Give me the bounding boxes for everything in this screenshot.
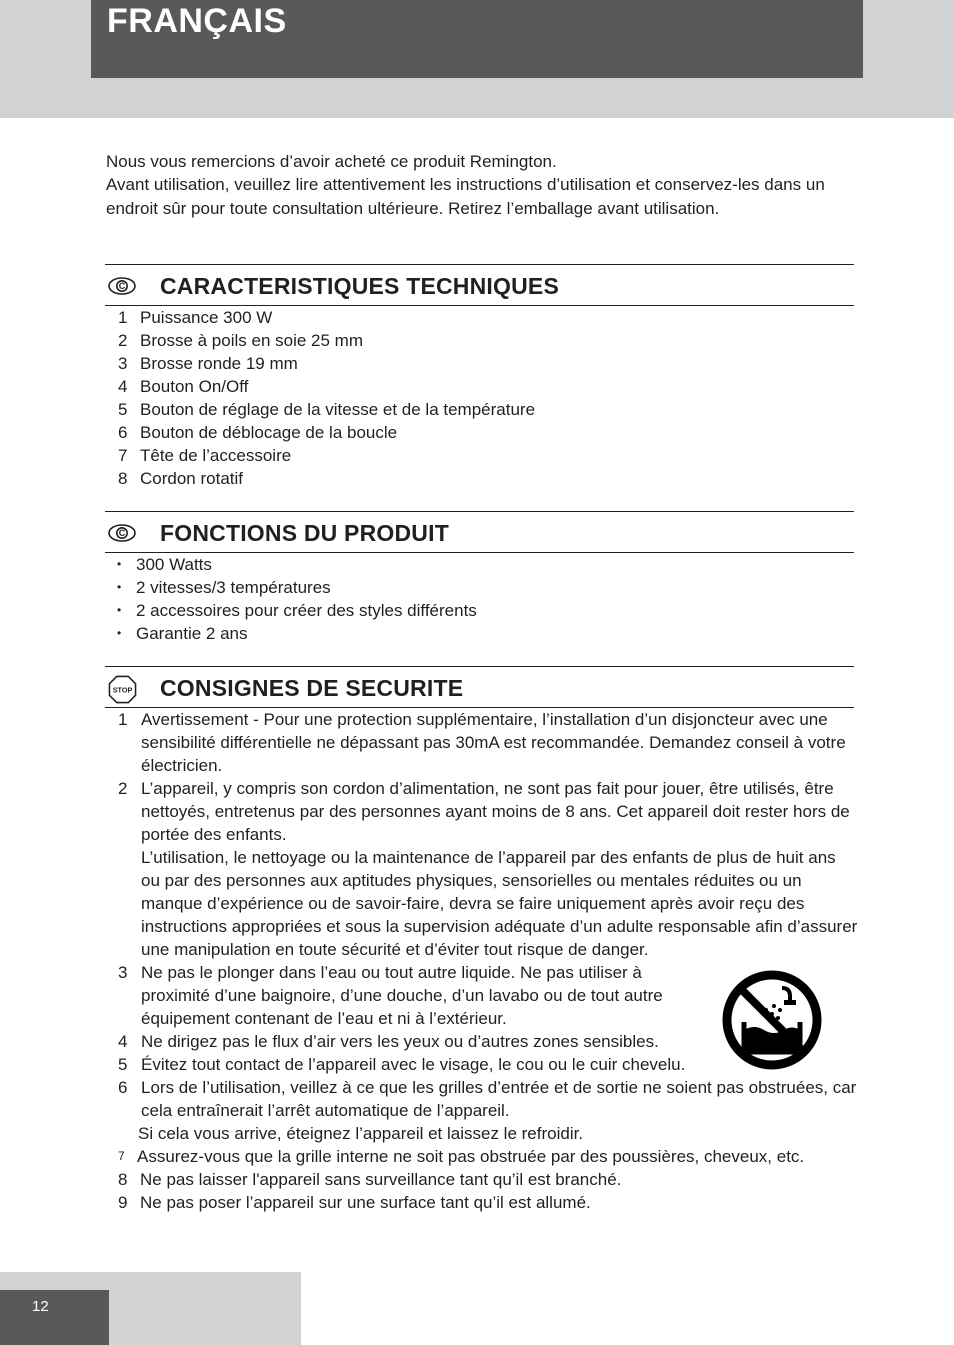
section-header-specs (105, 264, 854, 306)
section-title-safety: CONSIGNES DE SECURITE (160, 675, 464, 701)
page-number: 12 (32, 1298, 49, 1315)
section-header-safety (105, 666, 854, 708)
no-water-warning-icon (722, 970, 822, 1070)
list-item: 7 Assurez-vous que la grille interne ne soit pas obstruée par des poussières, cheveux, etc. (118, 1147, 805, 1166)
list-item: 1 Avertissement - Pour une protection supplémentaire, l’installation d’un disjoncteur avec une sensibilité différentielle ne dépassant pas 30mA est recommandée. Demandez conseil à votre électricien. (118, 710, 846, 775)
intro-text (106, 150, 846, 220)
section-header-functions (105, 511, 854, 553)
list-item: 4 Ne dirigez pas le flux d’air vers les yeux ou d’autres zones sensibles. (118, 1032, 659, 1051)
list-item: 8 Ne pas laisser l'appareil sans surveillance tant qu’il est branché. (118, 1170, 622, 1189)
eye-icon (108, 523, 136, 543)
header-title-box (91, 0, 863, 78)
svg-text:STOP: STOP (112, 685, 133, 695)
list-item: 3 Ne pas le plonger dans l’eau ou tout autre liquide. Ne pas utiliser à proximité d’une baignoire, d’une douche, d’un lavabo ou de tout autre équipement contenant de l’eau et ni à l’extérieur. (118, 963, 663, 1028)
section-title-functions: FONCTIONS DU PRODUIT (160, 520, 449, 546)
svg-text:C: C (118, 281, 126, 292)
footer-page-box (0, 1290, 109, 1345)
list-item: 9 Ne pas poser l’appareil sur une surface tant qu’il est allumé. (118, 1193, 591, 1212)
stop-icon (108, 675, 137, 704)
list-item: 6 Lors de l’utilisation, veillez à ce que les grilles d’entrée et de sortie ne soient pas obstruées, car cela entraînerait l’arrêt automatique de l’appareil. Si cela vous arrive, éteignez l’appareil et laissez le refroidir. (118, 1078, 857, 1143)
intro-line-2: Avant utilisation, veuillez lire attentivement les instructions d’utilisation et conservez-les dans un endroit sûr pour toute consultation ultérieure. Retirez l’emballage avant utilisation. (106, 175, 825, 218)
intro-line-1: Nous vous remercions d’avoir acheté ce produit Remington. (106, 152, 557, 171)
section-title-specs: CARACTERISTIQUES TECHNIQUES (160, 273, 559, 299)
eye-icon (108, 276, 136, 296)
page-title: FRANÇAIS (107, 2, 287, 40)
safety-list (113, 708, 858, 1214)
svg-text:C: C (118, 528, 126, 539)
list-item: 5 Évitez tout contact de l’appareil avec le visage, le cou ou le cuir chevelu. (118, 1055, 686, 1074)
list-item: 2 L’appareil, y compris son cordon d’alimentation, ne sont pas fait pour jouer, être utilisés, être nettoyés, entretenus par des personnes ayant moins de 8 ans. Cet appareil doit rester hors de portée des enfants. L’utilisation, le nettoyage ou la maintenance de l’appareil par des enfants de plus de huit ans ou par des personnes aux aptitudes physiques, sensorielles ou mentales réduites ou un manque d’expérience ou de savoir-faire, devra se faire uniquement après avoir reçu des instructions appropriées et sous la supervision adéquate d’un adulte responsable afin d’assurer une manipulation en toute sécurité et d’éviter tout risque de danger. (118, 779, 858, 959)
